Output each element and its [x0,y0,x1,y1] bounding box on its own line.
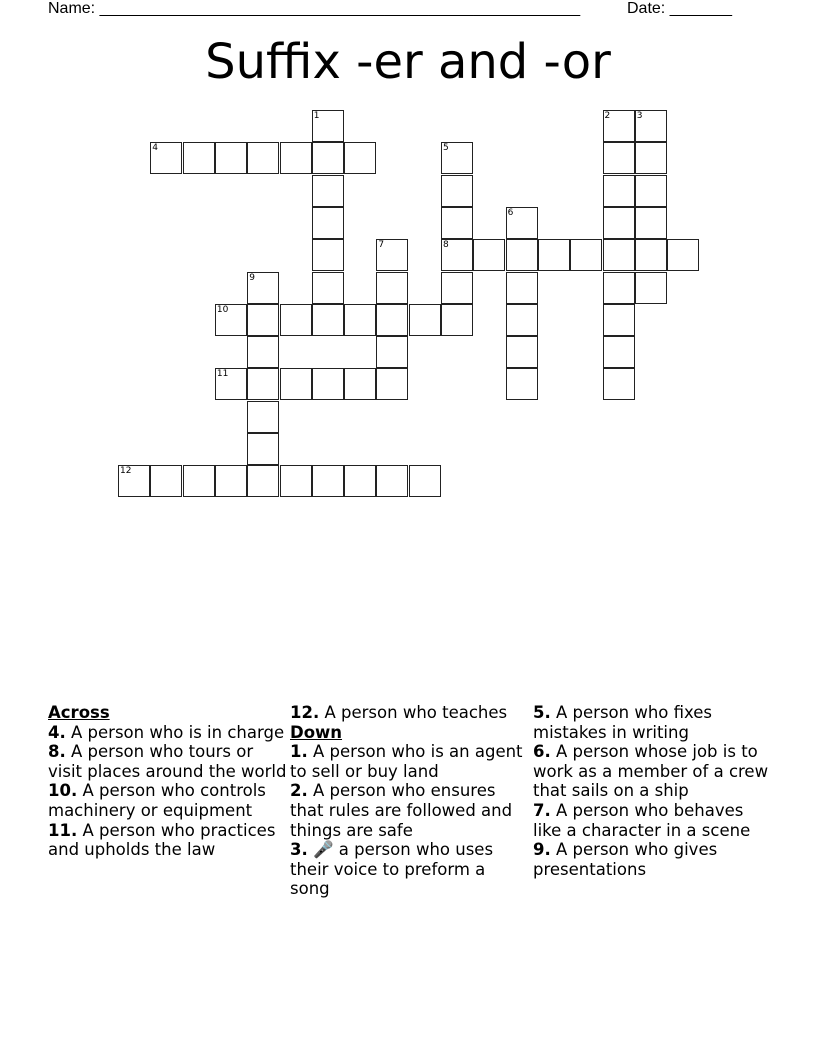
clue-down-3: 3. 🎤 a person who uses their voice to preform a song [290,840,494,899]
grid-cell[interactable] [603,175,635,207]
clue-number-label: 12 [120,466,132,477]
clues-column-3 [533,703,773,879]
grid-cell[interactable] [280,368,312,400]
grid-cell[interactable] [247,433,279,465]
clues-column-2 [290,703,530,899]
clue-across-12: 12. A person who teaches [290,703,508,722]
clue-down-6: 6. A person whose job is to work as a member of a crew that sails on a ship [533,742,769,801]
grid-cell[interactable] [344,304,376,336]
date-line: _______ [669,0,732,17]
grid-cell[interactable] [603,110,635,142]
clue-number-label: 5 [443,143,449,154]
grid-cell[interactable] [409,304,441,336]
clue-down-5: 5. A person who fixes mistakes in writing [533,703,713,742]
clue-number-label: 1 [313,111,320,121]
grid-cell[interactable] [280,304,312,336]
grid-cell[interactable] [344,465,376,497]
grid-cell[interactable] [441,304,473,336]
grid-cell[interactable] [280,465,312,497]
grid-cell[interactable] [506,272,538,304]
grid-cell[interactable] [635,239,667,271]
clue-number-label: 3 [636,111,643,121]
clue-number-label: 9 [249,272,255,283]
grid-cell[interactable] [312,110,344,142]
grid-cell[interactable] [215,142,247,174]
grid-cell[interactable] [570,239,602,271]
grid-cell[interactable] [312,239,344,271]
clue-down-2: 2. A person who ensures that rules are followed and things are safe [290,781,513,840]
grid-cell[interactable] [150,465,182,497]
grid-cell[interactable] [215,368,247,400]
across-heading: Across [48,703,110,722]
grid-cell[interactable] [280,142,312,174]
grid-cell[interactable] [635,207,667,239]
grid-cell[interactable] [312,207,344,239]
clue-number-label: 11 [216,369,229,380]
name-line: ______________________________________________________ [99,0,581,17]
clue-across-10: 10. A person who controls machinery or equipment [48,781,266,820]
grid-cell[interactable] [603,336,635,368]
grid-cell[interactable] [247,465,279,497]
grid-cell[interactable] [215,304,247,336]
grid-cell[interactable] [344,142,376,174]
grid-cell[interactable] [247,272,279,304]
clue-down-9: 9. A person who gives presentations [533,840,718,879]
grid-cell[interactable] [312,142,344,174]
grid-cell[interactable] [635,142,667,174]
grid-cell[interactable] [376,239,408,271]
name-label: Name: [48,0,96,17]
grid-cell[interactable] [247,142,279,174]
clues-column-1 [48,703,288,860]
grid-cell[interactable] [183,142,215,174]
down-heading: Down [290,722,343,742]
grid-cell[interactable] [150,142,182,174]
clue-across-11: 11. A person who practices and upholds the law [48,820,276,860]
grid-cell[interactable] [376,336,408,368]
grid-cell[interactable] [441,207,473,239]
grid-cell[interactable] [603,239,635,271]
grid-cell[interactable] [635,110,667,142]
grid-cell[interactable] [506,207,538,239]
grid-cell[interactable] [376,272,408,304]
grid-cell[interactable] [118,465,150,497]
clue-down-1: 1. A person who is an agent to sell or buy land [290,742,523,781]
grid-cell[interactable] [506,304,538,336]
name-field[interactable] [48,0,580,18]
grid-cell[interactable] [441,142,473,174]
date-field[interactable] [627,0,732,18]
grid-cell[interactable] [312,368,344,400]
grid-cell[interactable] [376,304,408,336]
grid-cell[interactable] [215,465,247,497]
clue-number-label: 6 [507,207,514,218]
grid-cell[interactable] [312,272,344,304]
grid-cell[interactable] [473,239,505,271]
grid-cell[interactable] [635,175,667,207]
date-label: Date: [627,0,666,17]
grid-cell[interactable] [409,465,441,497]
clue-number-label: 2 [604,111,611,121]
grid-cell[interactable] [506,336,538,368]
grid-cell[interactable] [312,465,344,497]
grid-cell[interactable] [247,336,279,368]
grid-cell[interactable] [441,272,473,304]
grid-cell[interactable] [506,239,538,271]
grid-cell[interactable] [376,368,408,400]
grid-cell[interactable] [247,368,279,400]
grid-cell[interactable] [376,465,408,497]
grid-cell[interactable] [603,368,635,400]
clue-number-label: 10 [216,304,229,315]
grid-cell[interactable] [312,175,344,207]
clue-number-label: 4 [152,143,159,154]
grid-cell[interactable] [247,401,279,433]
grid-cell[interactable] [603,304,635,336]
grid-cell[interactable] [603,142,635,174]
clue-down-7: 7. A person who behaves like a character in a scene [533,800,751,840]
clue-number-label: 7 [378,240,385,251]
grid-cell[interactable] [538,239,570,271]
clue-number-label: 8 [443,240,449,251]
grid-cell[interactable] [441,239,473,271]
clue-across-4: 4. A person who is in charge [48,722,285,742]
grid-cell[interactable] [603,207,635,239]
grid-cell[interactable] [635,272,667,304]
grid-cell[interactable] [312,304,344,336]
grid-cell[interactable] [441,175,473,207]
grid-cell[interactable] [667,239,699,271]
grid-cell[interactable] [183,465,215,497]
grid-cell[interactable] [344,368,376,400]
grid-cell[interactable] [603,272,635,304]
grid-cell[interactable] [506,368,538,400]
page-title: Suffix -er and -or [205,34,611,90]
clue-across-8: 8. A person who tours or visit places around the world [48,742,287,781]
grid-cell[interactable] [247,304,279,336]
